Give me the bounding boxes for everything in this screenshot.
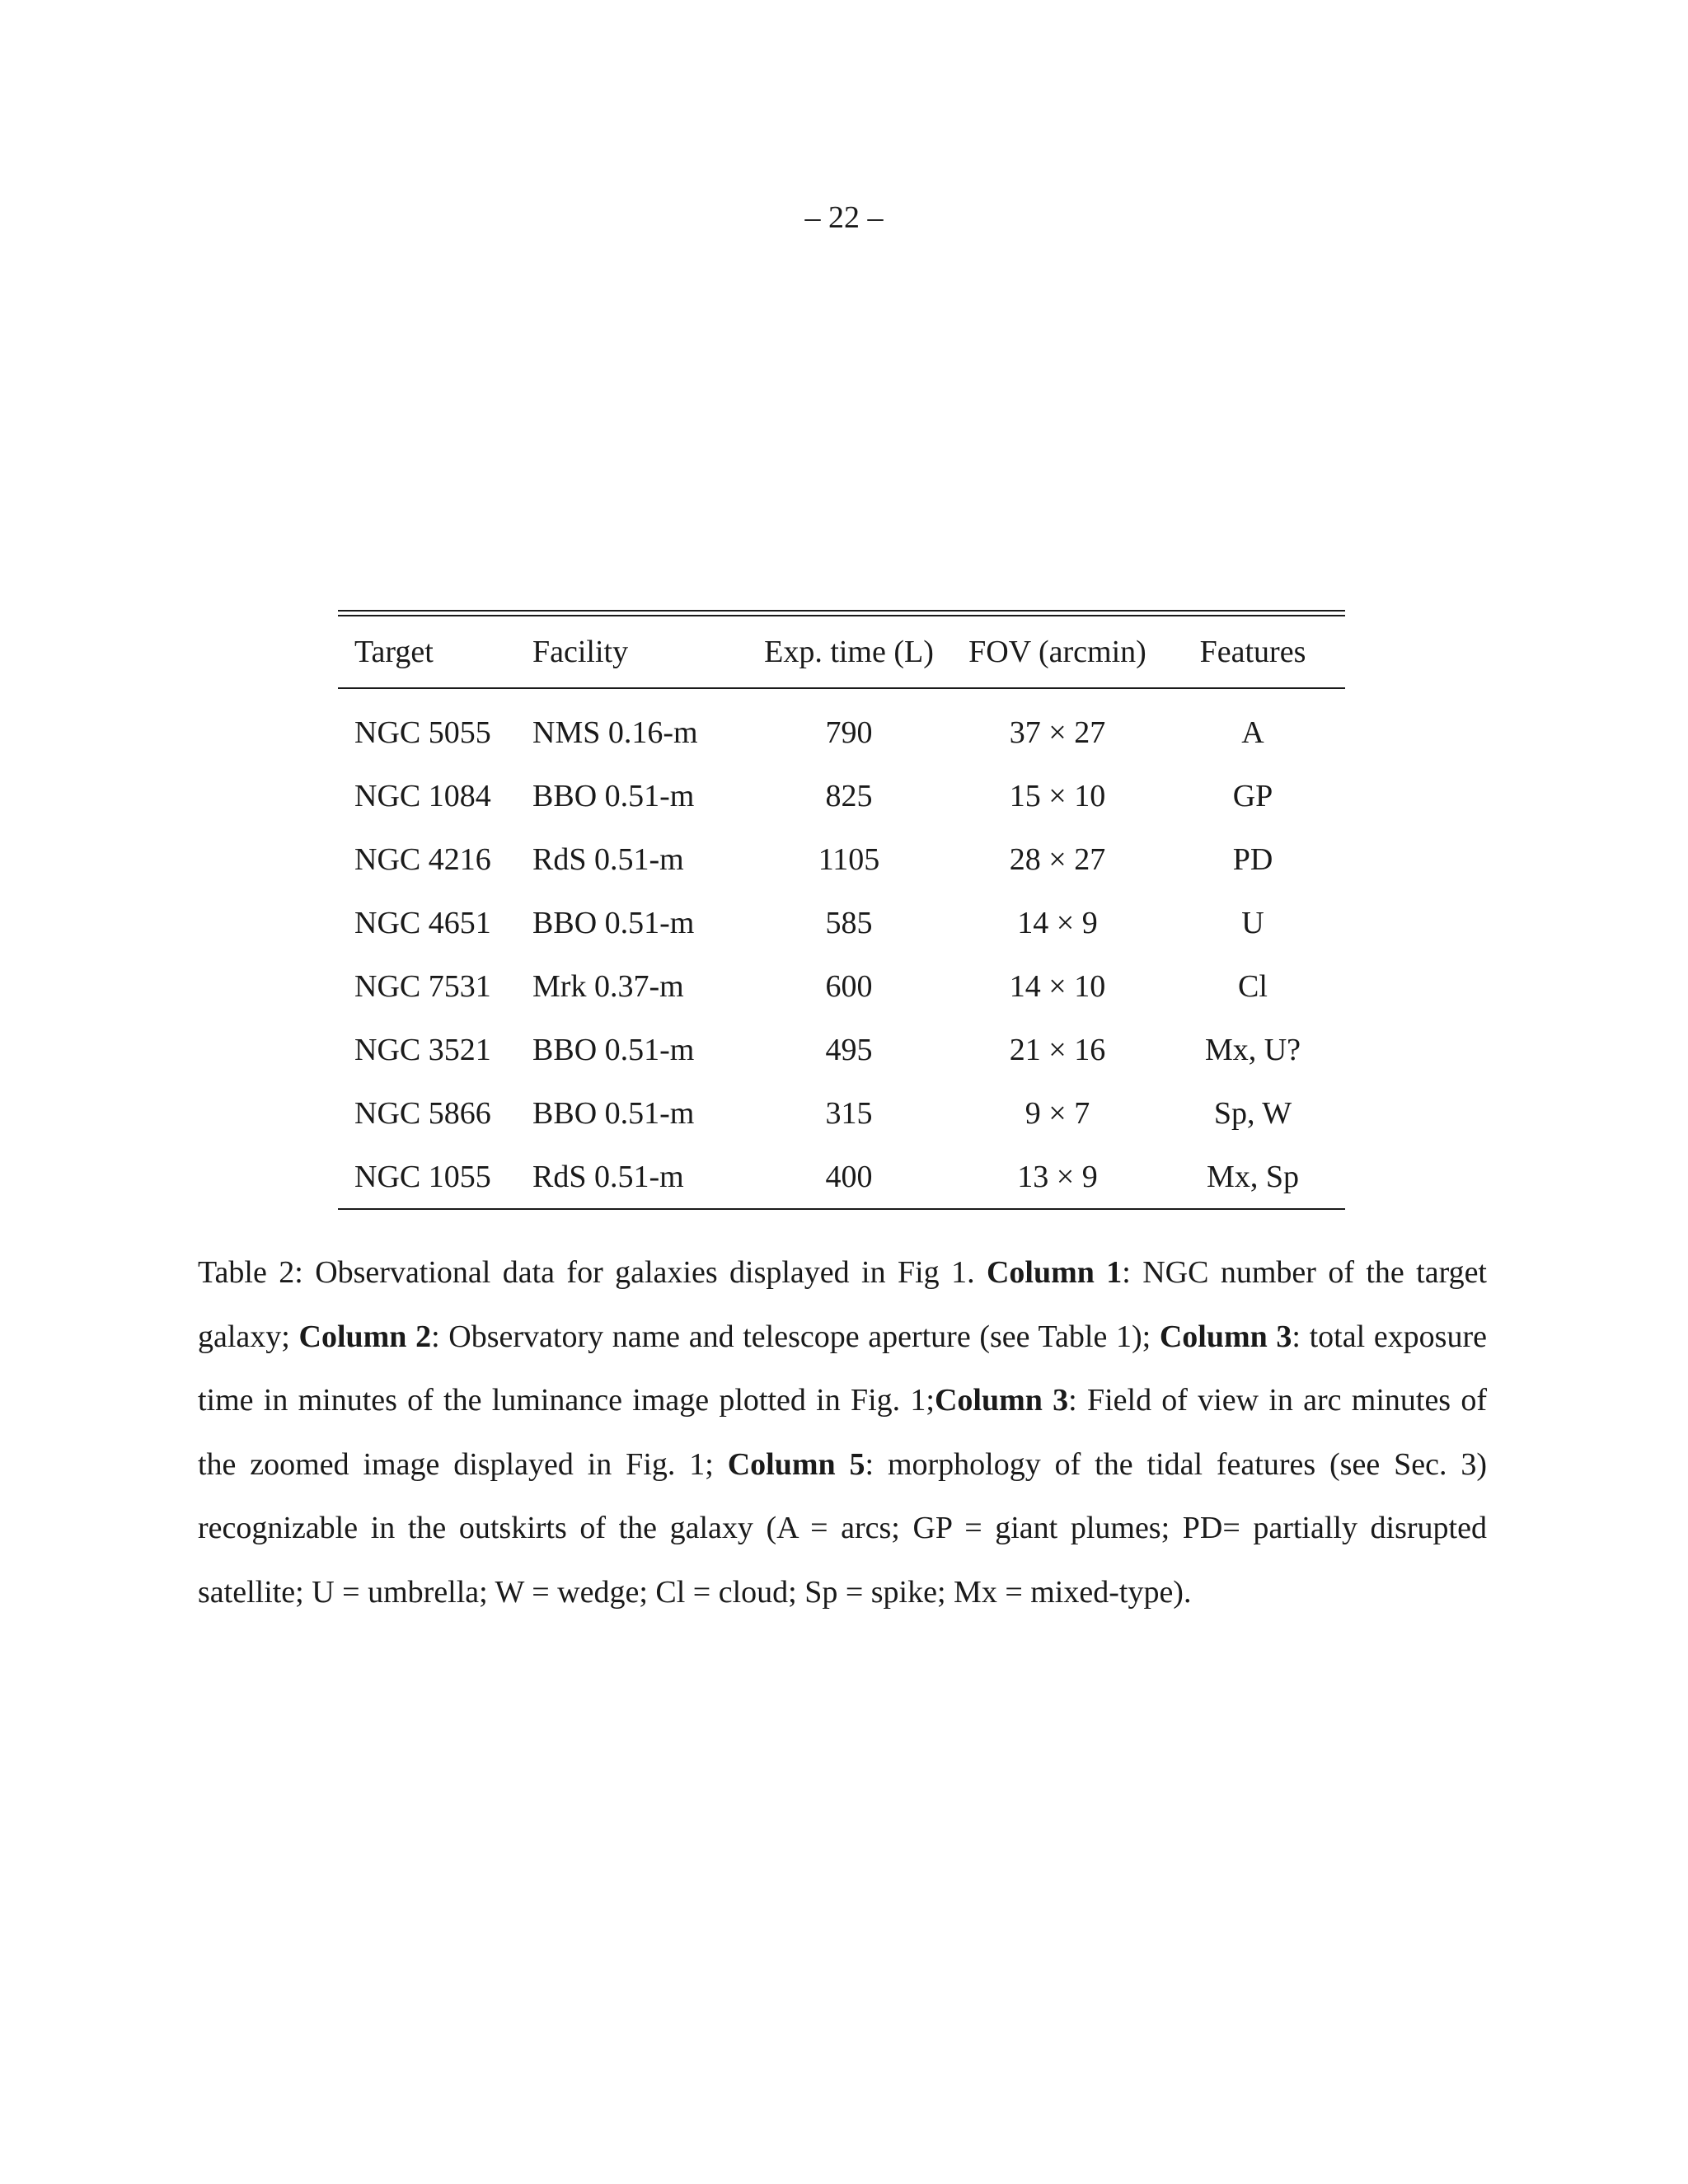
- cell-features: Cl: [1238, 968, 1268, 1004]
- cell-fov: 37 × 27: [1009, 715, 1106, 750]
- cell-target: NGC 3521: [354, 1032, 491, 1067]
- cell-facility: RdS 0.51-m: [532, 1145, 743, 1209]
- cell-target: NGC 4216: [354, 841, 491, 877]
- cell-features: U: [1241, 905, 1264, 940]
- caption-column-label: Column 1: [986, 1255, 1123, 1290]
- cell-fov: 9 × 7: [1025, 1095, 1090, 1131]
- header-facility: Facility: [532, 616, 743, 688]
- table-row: [338, 954, 1345, 1018]
- cell-exp-time: 495: [825, 1032, 873, 1067]
- header-features: Features: [1160, 616, 1345, 688]
- cell-facility: NMS 0.16-m: [532, 715, 698, 750]
- caption-text: Table 2: Observational data for galaxies displayed in Fig 1.: [198, 1255, 987, 1290]
- cell-features: Sp, W: [1213, 1095, 1292, 1131]
- cell-target: NGC 4651: [354, 905, 491, 940]
- table-header-row: [338, 616, 1345, 688]
- header-exp-time: Exp. time (L): [743, 616, 954, 688]
- cell-exp-time: 825: [825, 778, 873, 813]
- cell-facility: BBO 0.51-m: [532, 1032, 695, 1067]
- table-caption: [198, 1241, 1487, 1624]
- data-table: [338, 616, 1345, 1210]
- cell-target: NGC 7531: [354, 968, 491, 1004]
- cell-target: NGC 5055: [354, 715, 491, 750]
- table-row: [338, 764, 1345, 827]
- cell-fov: 14 × 10: [1009, 968, 1106, 1004]
- header-fov: FOV (arcmin): [954, 616, 1160, 688]
- cell-features: Mx, Sp: [1160, 1145, 1345, 1209]
- cell-exp-time: 315: [825, 1095, 873, 1131]
- table-top-rule: [338, 610, 1345, 616]
- cell-fov: 21 × 16: [1009, 1032, 1106, 1067]
- caption-column-label: Column 3: [1159, 1319, 1292, 1354]
- cell-features: Mx, U?: [1204, 1032, 1301, 1067]
- cell-target: NGC 1055: [338, 1145, 532, 1209]
- caption-text: : NGC number of the target galaxy;: [198, 1255, 1487, 1354]
- cell-fov: 28 × 27: [1009, 841, 1106, 877]
- caption-column-label: Column 2: [298, 1319, 432, 1354]
- header-target: Target: [338, 616, 532, 688]
- caption-column-label: Column 3: [934, 1383, 1069, 1418]
- cell-facility: RdS 0.51-m: [532, 841, 684, 877]
- cell-facility: BBO 0.51-m: [532, 1095, 695, 1131]
- table-row: [338, 1018, 1345, 1081]
- caption-text: : Observatory name and telescope aperture (see Table 1);: [431, 1319, 1160, 1354]
- cell-features: A: [1241, 715, 1264, 750]
- cell-facility: BBO 0.51-m: [532, 905, 695, 940]
- cell-target: NGC 5866: [354, 1095, 491, 1131]
- caption-column-label: Column 5: [727, 1446, 865, 1482]
- cell-exp-time: 600: [825, 968, 873, 1004]
- table-row: [338, 827, 1345, 891]
- cell-exp-time: 400: [743, 1145, 954, 1209]
- cell-exp-time: 585: [825, 905, 873, 940]
- caption-text: : total exposure time in minutes of the luminance image plotted in Fig. 1;: [198, 1319, 1487, 1418]
- cell-features: GP: [1232, 778, 1273, 813]
- cell-facility: BBO 0.51-m: [532, 778, 695, 813]
- caption-text: : morphology of the tidal features (see Sec. 3) recognizable in the outskirts of the galaxy (A = arcs; GP = giant plumes; PD= partially disrupted satellite; U = umbrella; W = wedge; Cl = cloud; Sp = spike; Mx = mixed-type).: [198, 1446, 1487, 1610]
- cell-exp-time: 1105: [818, 841, 880, 877]
- cell-fov: 13 × 9: [954, 1145, 1160, 1209]
- table-row: [338, 1145, 1345, 1209]
- cell-features: PD: [1232, 841, 1273, 877]
- page-number: – 22 –: [804, 200, 884, 235]
- table-row: [338, 688, 1345, 764]
- cell-fov: 14 × 9: [1017, 905, 1098, 940]
- cell-target: NGC 1084: [354, 778, 491, 813]
- caption-text: : Field of view in arc minutes of the zoomed image displayed in Fig. 1;: [198, 1383, 1488, 1482]
- cell-fov: 15 × 10: [1009, 778, 1106, 813]
- observational-data-table: [338, 610, 1345, 1210]
- cell-facility: Mrk 0.37-m: [532, 968, 684, 1004]
- table-row: [338, 1081, 1345, 1145]
- table-row: [338, 891, 1345, 954]
- cell-exp-time: 790: [825, 715, 873, 750]
